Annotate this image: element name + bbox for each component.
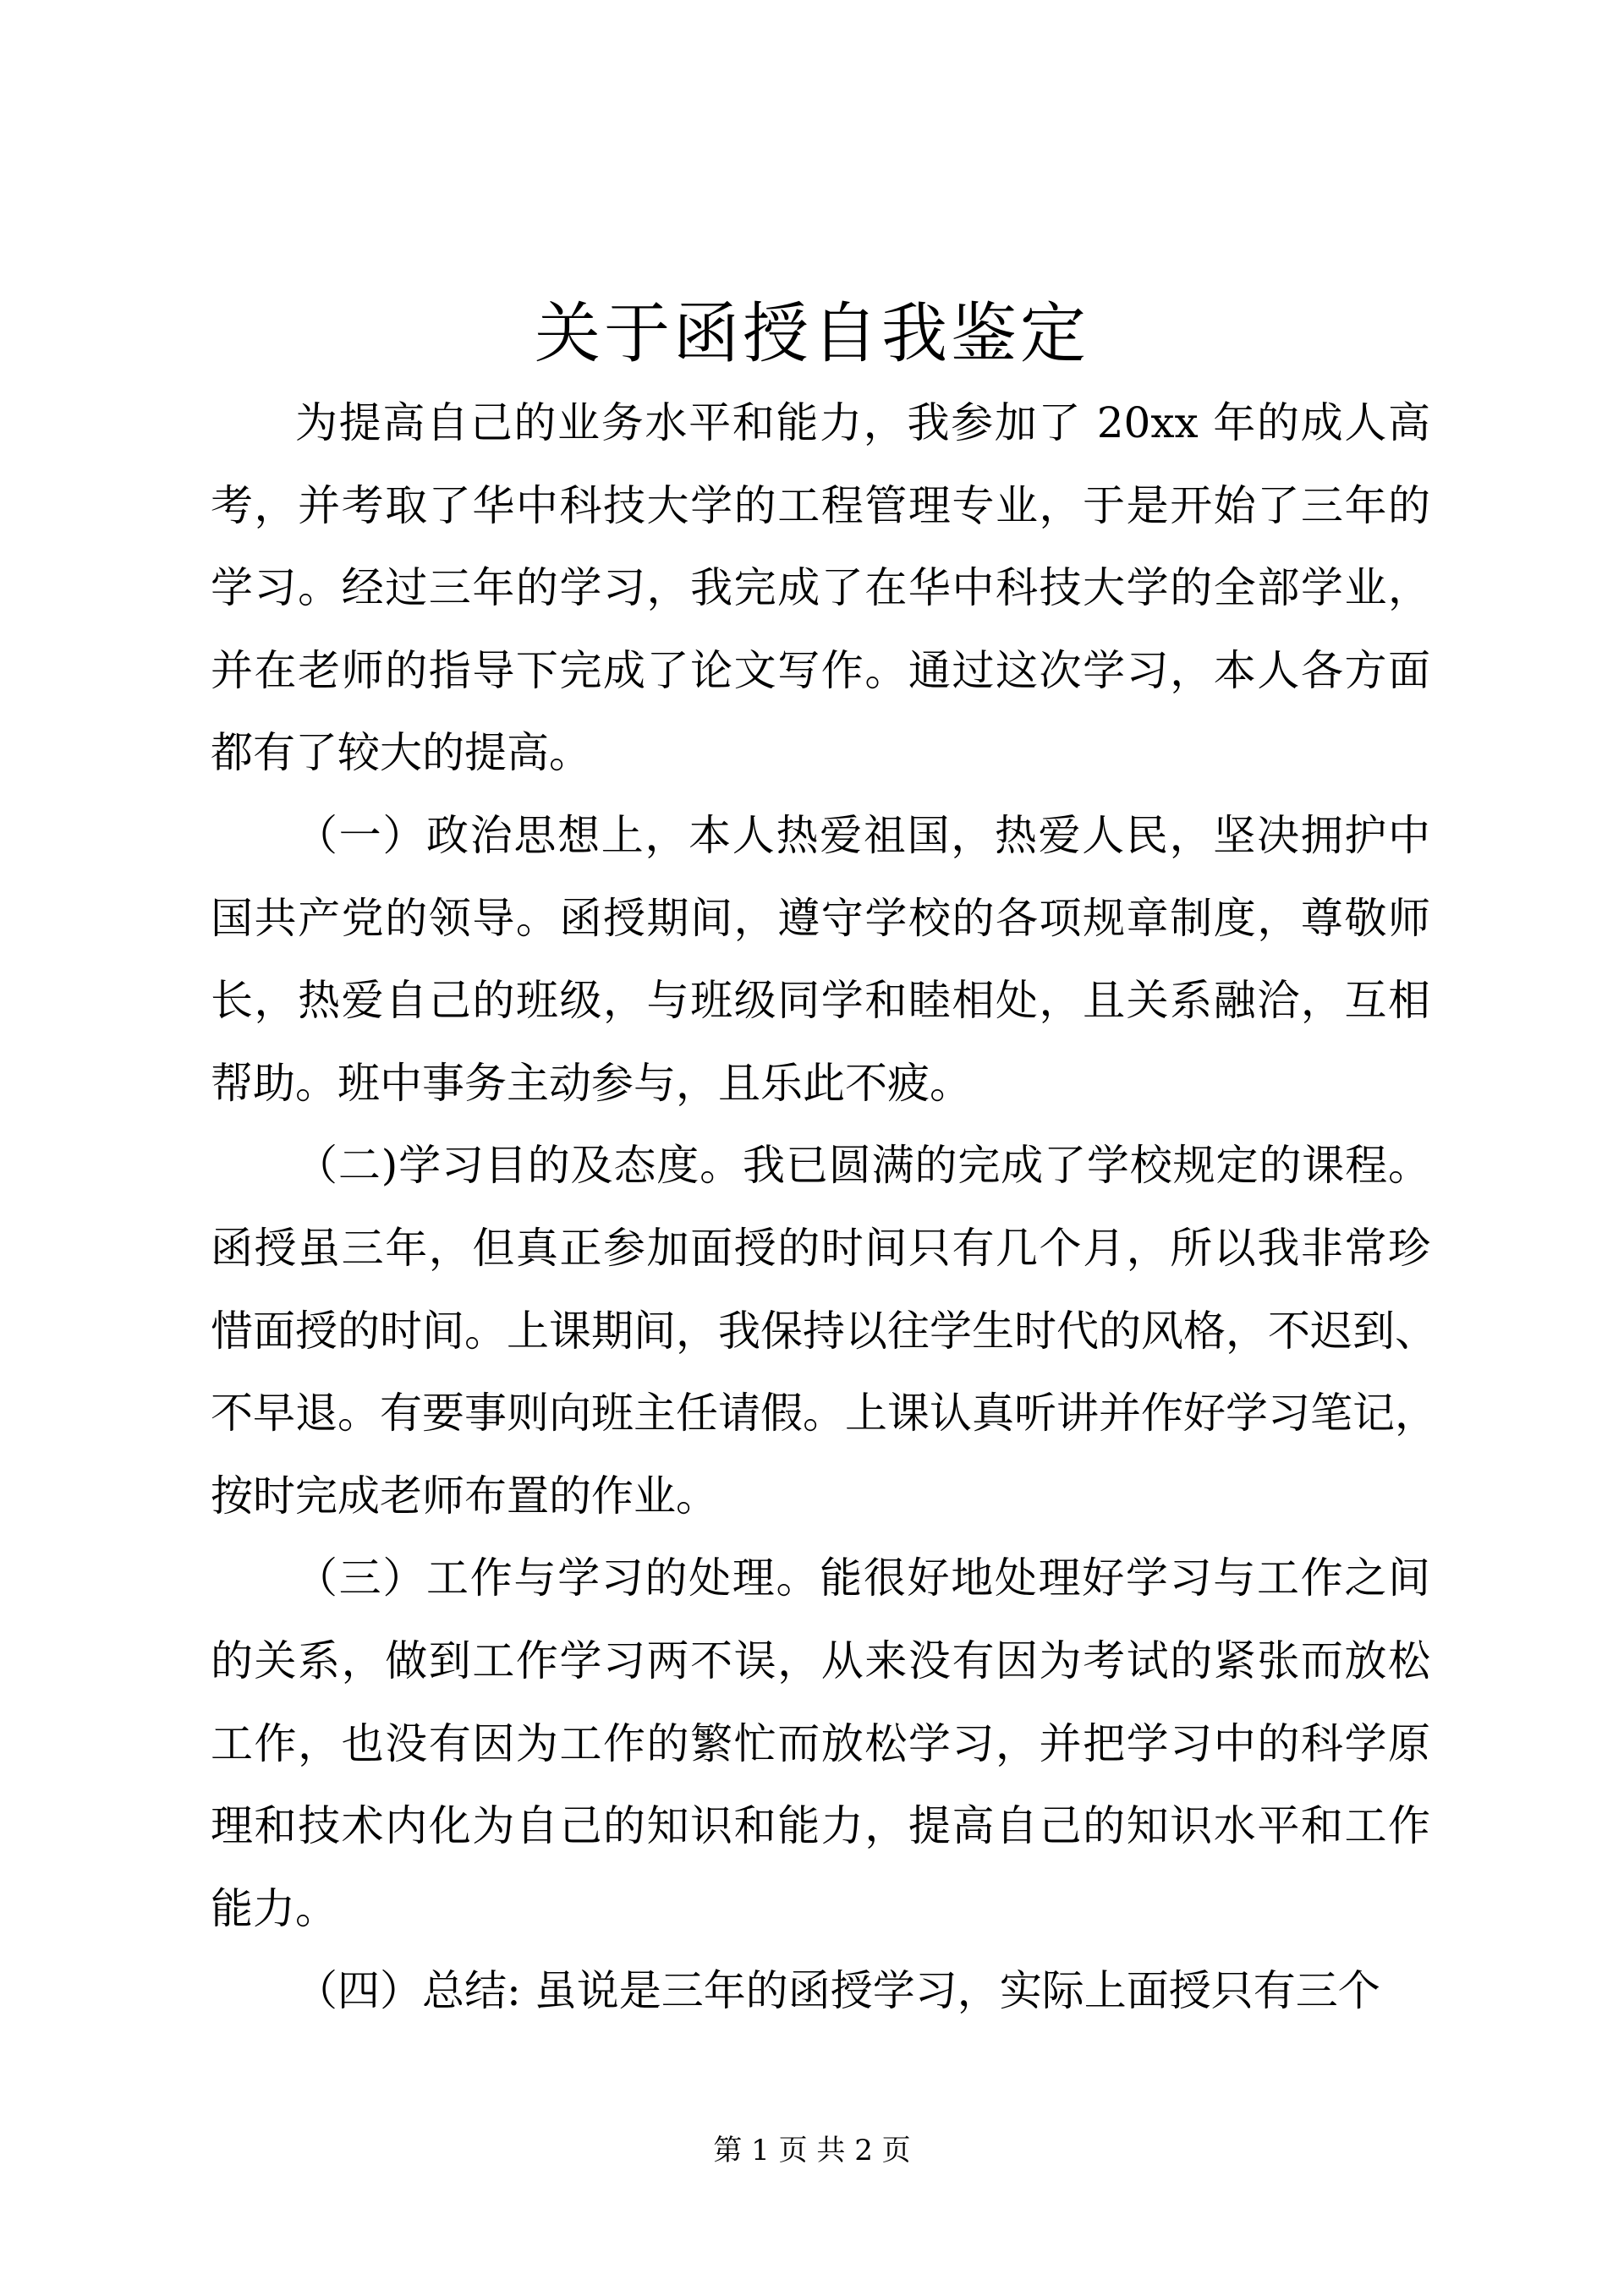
text-line: 惜面授的时间。上课期间，我保持以往学生时代的风格，不迟到、 bbox=[211, 1306, 1437, 1356]
document-title: 关于函授自我鉴定 bbox=[534, 296, 1089, 372]
text-line: 考，并考取了华中科技大学的工程管理专业，于是开始了三年的 bbox=[211, 480, 1430, 530]
paragraph bbox=[211, 1537, 1430, 1950]
text-line: 按时完成老师布置的作业。 bbox=[211, 1471, 718, 1521]
text-line: （一）政治思想上，本人热爱祖国，热爱人民，坚决拥护中 bbox=[295, 810, 1430, 860]
text-line: 并在老师的指导下完成了论文写作。通过这次学习，本人各方面 bbox=[211, 645, 1430, 695]
text-line: 能力。 bbox=[211, 1883, 337, 1933]
paragraph bbox=[211, 382, 1430, 795]
text-line: 函授虽三年，但真正参加面授的时间只有几个月，所以我非常珍 bbox=[211, 1223, 1430, 1273]
text-line: 工作，也没有因为工作的繁忙而放松学习，并把学习中的科学原 bbox=[211, 1718, 1430, 1768]
text-line: 国共产党的领导。函授期间，遵守学校的各项规章制度，尊敬师 bbox=[211, 893, 1430, 943]
text-line: 长，热爱自己的班级，与班级同学和睦相处，且关系融洽，互相 bbox=[211, 976, 1430, 1026]
text-line: 的关系，做到工作学习两不误，从来没有因为考试的紧张而放松 bbox=[211, 1636, 1430, 1685]
text-line: （四）总结: 虽说是三年的函授学习，实际上面授只有三个 bbox=[295, 1966, 1380, 2016]
text-line: （二)学习目的及态度。我已圆满的完成了学校规定的课程。 bbox=[295, 1141, 1430, 1191]
paragraph bbox=[211, 1125, 1437, 1537]
text-line: 理和技术内化为自己的知识和能力，提高自己的知识水平和工作 bbox=[211, 1801, 1430, 1851]
text-line: 为提高自己的业务水平和能力，我参加了 20xx 年的成人高 bbox=[295, 398, 1430, 447]
text-line: 不早退。有要事则向班主任请假。上课认真听讲并作好学习笔记， bbox=[211, 1389, 1437, 1438]
text-line: 学习。经过三年的学习，我完成了在华中科技大学的全部学业， bbox=[211, 563, 1430, 613]
paragraph bbox=[211, 795, 1430, 1125]
document-body bbox=[211, 382, 1437, 2033]
text-line: 都有了较大的提高。 bbox=[211, 728, 591, 778]
page-footer: 第 1 页 共 2 页 bbox=[713, 2134, 911, 2167]
text-line: （三）工作与学习的处理。能很好地处理好学习与工作之间 bbox=[295, 1553, 1430, 1603]
text-line: 帮助。班中事务主动参与，且乐此不疲。 bbox=[211, 1058, 972, 1108]
paragraph bbox=[211, 1950, 1430, 2033]
